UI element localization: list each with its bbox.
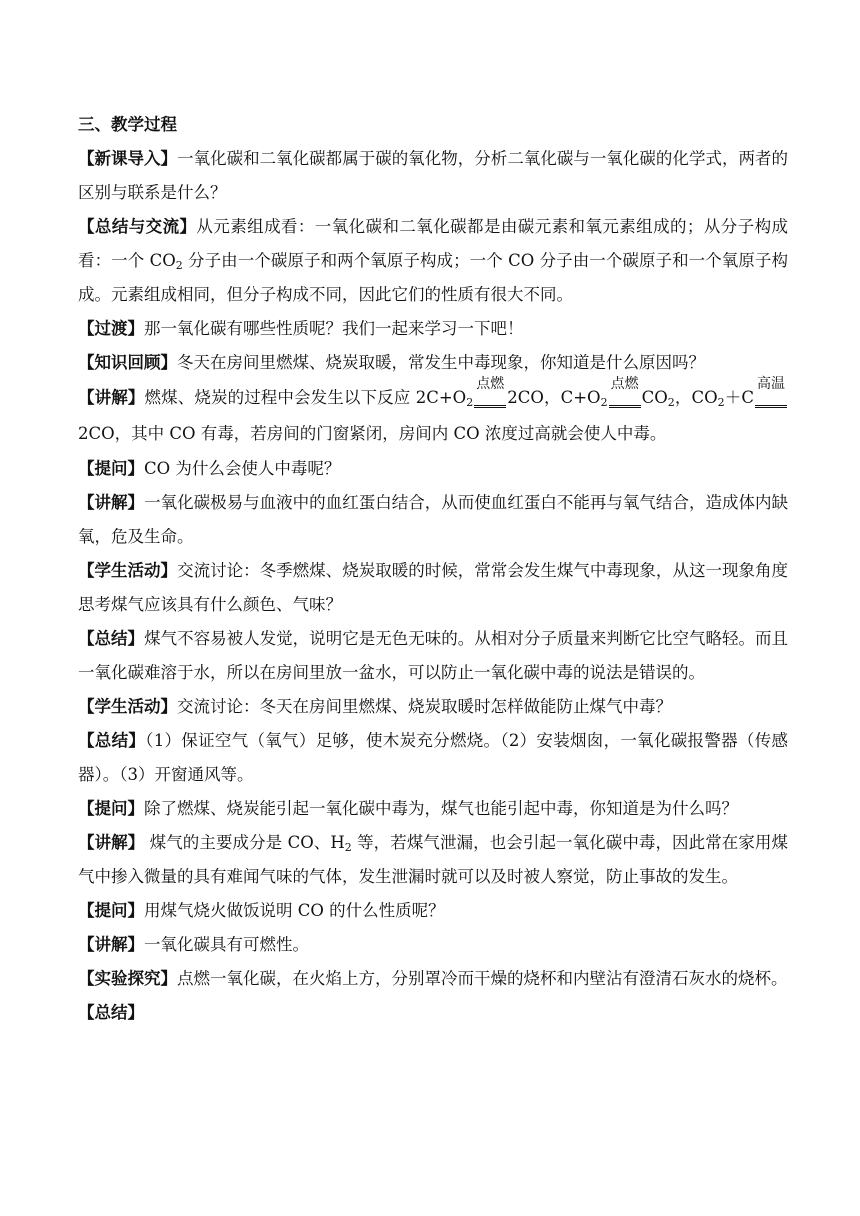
paragraph-text: CO 为什么会使人中毒呢？: [144, 459, 341, 478]
paragraph-text: 一氧化碳极易与血液中的血红蛋白结合，从而使血红蛋白不能再与氧气结合，造成体内缺氧，危及生命。: [78, 493, 789, 546]
paragraph-text: 分子由一个碳原子和两个氧原子构成；一个 CO 分子由一个碳原子和一个氧原子构成。元素组成相同，但分子构成不同，因此它们的性质有很大不同。: [78, 251, 788, 304]
paragraph-tag: 【提问】: [78, 901, 144, 920]
paragraph-explain-hemoglobin: [78, 486, 788, 554]
paragraph-text: 一氧化碳具有可燃性。: [144, 935, 309, 954]
paragraph-question-property: [78, 894, 788, 928]
paragraph-text: 一氧化碳和二氧化碳都属于碳的氧化物，分析二氧化碳与一氧化碳的化学式，两者的区别与联系是什么？: [78, 149, 789, 202]
paragraph-text: 等，若煤气泄漏，也会引起一氧化碳中毒，因此常在家用煤气中掺入微量的具有难闻气味的气体，发生泄漏时就可以及时被人察觉，防止事故的发生。: [78, 833, 789, 886]
paragraph-text: （1）保证空气（氧气）足够，使木炭充分燃烧。（2）安装烟囱，一氧化碳报警器（传感器）。（3）开窗通风等。: [78, 731, 789, 784]
paragraph-student-activity-2: [78, 690, 788, 724]
subscript: 2: [175, 259, 183, 272]
paragraph-text: 煤气不容易被人发觉，说明它是无色无味的。从相对分子质量来判断它比空气略轻。而且一氧化碳难溶于水，所以在房间里放一盆水，可以防止一氧化碳中毒的说法是错误的。: [78, 629, 789, 682]
paragraph-text: 用煤气烧火做饭说明 CO 的什么性质呢？: [144, 901, 445, 920]
paragraph-tag: 【总结】: [78, 731, 146, 750]
reaction-condition-arrow: [755, 376, 787, 408]
paragraph-tag: 【讲解】: [78, 388, 145, 407]
reaction-condition-arrow: [609, 376, 641, 408]
paragraph-tag: 【学生活动】: [78, 561, 178, 580]
paragraph-student-activity-1: [78, 554, 788, 622]
equation-text: ，CO: [674, 388, 718, 407]
paragraph-text: 煤气的主要成分是 CO、H: [144, 833, 345, 852]
paragraph-new-lesson: [78, 142, 788, 210]
reaction-condition-label: 高温: [757, 376, 786, 392]
paragraph-review: [78, 346, 788, 380]
paragraph-text: 点燃一氧化碳，在火焰上方，分别罩冷而干燥的烧杯和内壁沾有澄清石灰水的烧杯。: [177, 969, 788, 988]
paragraph-explain-gas: [78, 826, 788, 894]
paragraph-question-co: [78, 452, 788, 486]
section-heading: 三、教学过程: [78, 115, 177, 134]
equation-text: CO: [641, 388, 668, 407]
paragraph-experiment: [78, 962, 788, 996]
subscript: 2: [466, 396, 474, 409]
paragraph-reaction-equations: [78, 376, 788, 452]
equation-text: ＋C: [724, 388, 755, 407]
paragraph-summary-prevention: [78, 724, 788, 792]
paragraph-tag: 【总结与交流】: [78, 217, 197, 236]
paragraph-text: 交流讨论：冬季燃煤、烧炭取暖的时候，常常会发生煤气中毒现象，从这一现象角度思考煤气应该具有什么颜色、气味？: [78, 561, 789, 614]
paragraph-tag: 【讲解】: [78, 833, 145, 852]
paragraph-tag: 【知识回顾】: [78, 353, 177, 372]
equation-text: 2CO，C+O: [507, 388, 601, 407]
document-page: [78, 108, 788, 1030]
paragraph-question-gas: [78, 792, 788, 826]
paragraph-tag: 【新课导入】: [78, 149, 178, 168]
paragraph-summary-colorless: [78, 622, 788, 690]
paragraph-tag: 【总结】: [78, 1003, 144, 1022]
paragraph-summary-exchange: [78, 210, 788, 312]
paragraph-tag: 【学生活动】: [78, 697, 177, 716]
paragraph-tag: 【总结】: [78, 629, 145, 648]
paragraph-text: 从元素组成看：一氧化碳和二氧化碳都是由碳元素和氧元素组成的；从分子构成看：一个 CO: [78, 217, 789, 270]
reaction-condition-arrow: [474, 376, 506, 408]
equation-text: 燃煤、烧炭的过程中会发生以下反应 2C+O: [144, 388, 467, 407]
paragraph-final-summary: [78, 996, 788, 1030]
paragraph-transition: [78, 312, 788, 346]
subscript: 2: [717, 396, 725, 409]
subscript: 2: [344, 841, 352, 854]
paragraph-text: 那一氧化碳有哪些性质呢？我们一起来学习一下吧！: [144, 319, 524, 338]
paragraph-text: 交流讨论：冬天在房间里燃煤、烧炭取暖时怎样做能防止煤气中毒？: [177, 697, 672, 716]
paragraph-tag: 【讲解】: [78, 935, 144, 954]
paragraph-tag: 【提问】: [78, 799, 144, 818]
paragraph-tag: 【讲解】: [78, 493, 145, 512]
subscript: 2: [600, 396, 608, 409]
paragraph-text: 冬天在房间里燃煤、烧炭取暖，常发生中毒现象，你知道是什么原因吗？: [177, 353, 705, 372]
paragraph-text: 2CO，其中 CO 有毒，若房间的门窗紧闭，房间内 CO 浓度过高就会使人中毒。: [78, 424, 667, 443]
reaction-condition-label: 点燃: [476, 376, 505, 392]
paragraph-tag: 【提问】: [78, 459, 144, 478]
paragraph-text: 除了燃煤、烧炭能引起一氧化碳中毒为，煤气也能引起中毒，你知道是为什么吗？: [144, 799, 738, 818]
paragraph-tag: 【实验探究】: [78, 969, 177, 988]
reaction-condition-label: 点燃: [610, 376, 639, 392]
subscript: 2: [667, 396, 675, 409]
paragraph-tag: 【过渡】: [78, 319, 144, 338]
paragraph-explain-flammable: [78, 928, 788, 962]
